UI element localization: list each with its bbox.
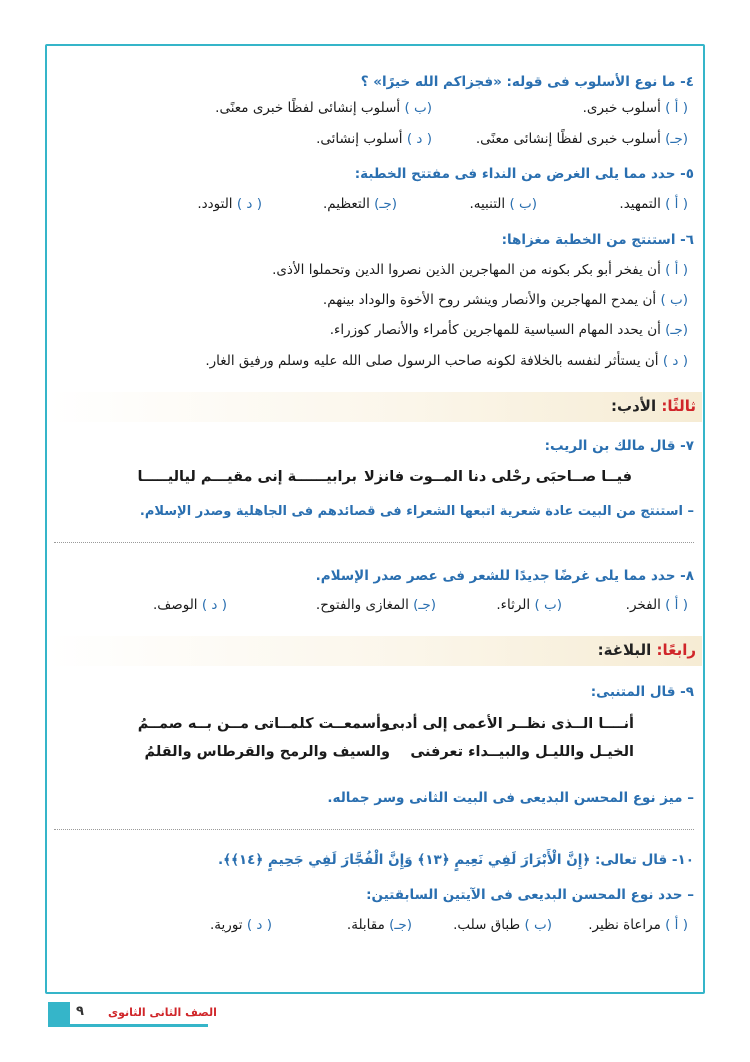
option-text: تورية. [210,917,243,933]
question-4-option-d [316,131,432,147]
question-4-option-c [476,131,688,147]
option-text: التودد. [197,196,233,212]
option-text: الرثاء. [496,597,531,613]
question-7-task: – استنتج من البيت عادة شعرية اتبعها الشعراء فى قصائدهم فى الجاهلية وصدر الإسلام. [139,504,694,519]
option-text: أن يستأثر لنفسه بالخلافة لكونه صاحب الرسول صلى الله عليه وسلم ورفيق الغار. [205,353,659,369]
verse-1-hemistich-left: وأسمعــت كلمــاتى مــن بــه صمــمُ [137,716,390,732]
question-6-option-b [323,292,688,308]
question-10-option-a [588,917,688,933]
option-letter: ( د ) [236,196,262,212]
option-text: أسلوب خبرى. [582,100,661,116]
verse-1-hemistich-right: أنــــا الــذى نظــر الأعمى إلى أدبى [384,716,634,732]
worksheet-page [48,44,702,994]
verse-2-hemistich-left: والسيف والرمح والقرطاس والقلمُ [144,744,390,760]
option-letter: ( أ ) [665,917,688,933]
question-5-option-d [197,196,262,212]
section-4-label: رابعًا: [656,641,696,659]
verse-2-hemistich-right: الخيـل والليـل والبيــداء تعرفنى [410,744,634,760]
question-6-option-c [330,322,688,338]
option-text: التعظيم. [322,196,370,212]
question-5-stem: ٥- حدد مما يلى الغرض من النداء فى مفتتح الخطبة: [354,166,694,182]
question-9-task: – ميز نوع المحسن البديعى فى البيت الثانى وسر جماله. [327,790,694,806]
option-letter: (جـ) [389,917,412,933]
dotted-separator [54,829,694,830]
option-text: التنبيه. [469,196,506,212]
option-text: الفخر. [625,597,661,613]
option-letter: (ب ) [534,597,562,613]
verse-hemistich-right: فيــا صــاحبَى رحْلى دنا المــوت فانزلا [363,469,632,485]
option-text: طباق سلب. [453,917,521,933]
question-4-option-b [215,100,432,116]
option-letter: ( أ ) [665,597,688,613]
question-6-option-d [205,353,688,369]
section-3-header [48,392,702,422]
question-6-option-a [272,262,688,278]
option-letter: (ب ) [524,917,552,933]
option-letter: ( د ) [201,597,227,613]
question-6-stem: ٦- استنتج من الخطبة مغزاها: [501,232,694,248]
grade-label: الصف الثانى الثانوى [108,1006,217,1019]
question-8-option-b [496,597,562,613]
option-letter: ( د ) [662,353,688,369]
option-letter: ( أ ) [665,196,688,212]
footer-rule [48,1024,208,1027]
question-10-option-c [347,917,412,933]
option-text: المغازى والفتوح. [315,597,409,613]
question-8-option-d [153,597,227,613]
dotted-separator [54,542,694,543]
option-text: أن يمدح المهاجرين والأنصار وينشر روح الأخوة والوداد بينهم. [322,292,657,308]
question-10-option-b [453,917,552,933]
option-text: أن يفخر أبو بكر بكونه من المهاجرين الذين نصروا الدين وتحملوا الأذى. [272,262,661,278]
option-letter: ( د ) [246,917,272,933]
option-letter: ( أ ) [665,100,688,116]
question-5-option-a [619,196,688,212]
question-8-option-a [626,597,688,613]
option-text: أسلوب خبرى لفظًا إنشائى معنًى. [475,131,661,147]
option-text: مقابلة. [346,917,385,933]
option-letter: ( د ) [406,131,432,147]
question-10-stem: ١٠- قال تعالى: ﴿إِنَّ الْأَبْرَارَ لَفِي نَعِيمٍ ﴿١٣﴾ وَإِنَّ الْفُجَّارَ لَفِي جَحِيمٍ ﴿١٤﴾﴾. [217,852,694,868]
option-text: أسلوب إنشائى لفظًا خبرى معنًى. [215,100,401,116]
question-4-option-a [583,100,688,116]
footer-accent-tab [48,1002,70,1026]
option-text: أسلوب إنشائى. [316,131,403,147]
question-7-stem: ٧- قال مالك بن الريب: [544,438,694,454]
option-letter: ( أ ) [665,262,688,278]
option-letter: (جـ) [413,597,436,613]
section-3-title: الأدب: [611,397,657,415]
option-letter: (جـ) [374,196,397,212]
option-letter: (ب ) [660,292,688,308]
option-text: أن يحدد المهام السياسية للمهاجرين كأمراء والأنصار كوزراء. [329,322,661,338]
section-3-label: ثالثًا: [661,397,696,415]
question-8-option-c [316,597,436,613]
question-8-stem: ٨- حدد مما يلى غرضًا جديدًا للشعر فى عصر صدر الإسلام. [315,568,694,584]
option-letter: (ب ) [404,100,432,116]
option-letter: (ب ) [509,196,537,212]
option-letter: (جـ) [665,131,688,147]
option-letter: (جـ) [665,322,688,338]
option-text: التمهيد. [619,196,661,212]
question-5-option-b [469,196,537,212]
question-9-stem: ٩- قال المتنبى: [590,684,694,700]
question-10-task: – حدد نوع المحسن البديعى فى الآيتين السابقتين: [366,887,694,903]
section-4-header [48,636,702,666]
section-4-title: البلاغة: [597,641,652,659]
page-number: ٩ [76,1004,84,1019]
question-4-stem: ٤- ما نوع الأسلوب فى قوله: «فجزاكم الله خيرًا» ؟ [360,74,694,90]
option-text: مراعاة نظير. [588,917,661,933]
verse-hemistich-left: برابيــــــة إنى مقيـــم لياليـــــا [137,469,357,485]
question-10-option-d [210,917,272,933]
option-text: الوصف. [152,597,198,613]
question-5-option-c [323,196,397,212]
